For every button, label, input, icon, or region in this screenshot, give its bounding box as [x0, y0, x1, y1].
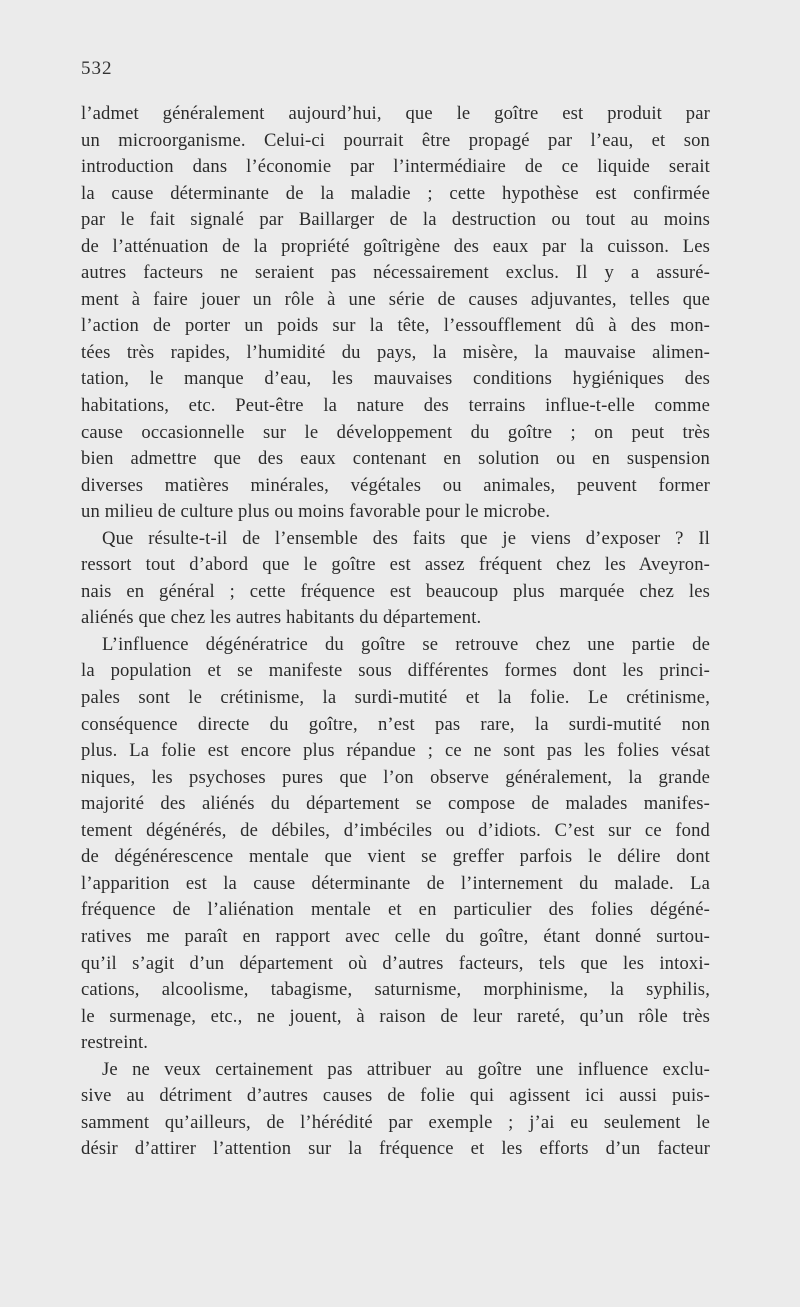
- text-line: L’influence dégénératrice du goître se retrouve chez une partie de: [102, 633, 710, 655]
- text-line: ressort tout d’abord que le goître est assez fréquent chez les Aveyron-: [81, 554, 710, 576]
- text-line: ment à faire jouer un rôle à une série de causes adjuvantes, telles que: [81, 288, 710, 310]
- text-line: samment qu’ailleurs, de l’hérédité par exemple ; j’ai eu seulement le: [81, 1111, 710, 1133]
- text-line: de l’atténuation de la propriété goîtrigène des eaux par la cuisson. Les: [81, 235, 710, 257]
- text-line: niques, les psychoses pures que l’on observe généralement, la grande: [81, 766, 710, 788]
- paragraph-2: [81, 526, 710, 632]
- text-line: un microorganisme. Celui-ci pourrait être propagé par l’eau, et son: [81, 129, 710, 151]
- text-line: aliénés que chez les autres habitants du département.: [81, 607, 482, 629]
- text-line: cations, alcoolisme, tabagisme, saturnisme, morphinisme, la syphilis,: [81, 979, 710, 1001]
- text-line: tation, le manque d’eau, les mauvaises conditions hygiéniques des: [81, 368, 710, 390]
- text-line: Que résulte-t-il de l’ensemble des faits que je viens d’exposer ? Il: [102, 527, 710, 549]
- text-line: bien admettre que des eaux contenant en solution ou en suspension: [81, 448, 710, 470]
- text-line: habitations, etc. Peut-être la nature des terrains influe-t-elle comme: [81, 395, 710, 417]
- paragraph-1: [81, 101, 710, 526]
- text-line: nais en général ; cette fréquence est beaucoup plus marquée chez les: [81, 580, 710, 602]
- text-line: l’action de porter un poids sur la tête, l’essoufflement dû à des mon-: [81, 315, 710, 337]
- paragraph-3: [81, 632, 710, 1057]
- text-line: ratives me paraît en rapport avec celle du goître, étant donné surtou-: [81, 925, 710, 947]
- text-line: tement dégénérés, de débiles, d’imbéciles ou d’idiots. C’est sur ce fond: [81, 819, 710, 841]
- text-line: restreint.: [81, 1032, 149, 1054]
- page-number: 532: [81, 58, 113, 79]
- text-line: pales sont le crétinisme, la surdi-mutité et la folie. Le crétinisme,: [81, 687, 710, 709]
- text-line: la population et se manifeste sous différentes formes dont les princi-: [81, 660, 710, 682]
- paragraph-4: [81, 1057, 710, 1163]
- text-line: diverses matières minérales, végétales ou animales, peuvent former: [81, 474, 710, 496]
- text-line: l’admet généralement aujourd’hui, que le goître est produit par: [81, 103, 710, 124]
- text-line: sive au détriment d’autres causes de folie qui agissent ici aussi puis-: [81, 1085, 710, 1107]
- text-line: l’apparition est la cause déterminante de l’internement du malade. La: [81, 872, 710, 894]
- text-line: de dégénérescence mentale que vient se greffer parfois le délire dont: [81, 846, 710, 868]
- text-line: le surmenage, etc., ne jouent, à raison de leur rareté, qu’un rôle très: [81, 1005, 710, 1027]
- text-line: la cause déterminante de la maladie ; cette hypothèse est confirmée: [81, 182, 710, 204]
- text-line: introduction dans l’économie par l’intermédiaire de ce liquide serait: [81, 156, 710, 178]
- text-line: tées très rapides, l’humidité du pays, la misère, la mauvaise alimen-: [81, 341, 710, 363]
- text-line: Je ne veux certainement pas attribuer au goître une influence exclu-: [102, 1058, 710, 1080]
- text-line: cause occasionnelle sur le développement du goître ; on peut très: [81, 421, 710, 443]
- text-line: un milieu de culture plus ou moins favorable pour le microbe.: [81, 501, 551, 523]
- text-line: majorité des aliénés du département se compose de malades manifes-: [81, 793, 710, 815]
- text-line: plus. La folie est encore plus répandue ; ce ne sont pas les folies vésat: [81, 740, 710, 762]
- text-line: conséquence directe du goître, n’est pas rare, la surdi-mutité non: [81, 713, 710, 735]
- text-line: désir d’attirer l’attention sur la fréquence et les efforts d’un facteur: [81, 1138, 710, 1160]
- text-line: qu’il s’agit d’un département où d’autres facteurs, tels que les intoxi-: [81, 952, 710, 974]
- text-line: autres facteurs ne seraient pas nécessairement exclus. Il y a assuré-: [81, 262, 710, 284]
- text-line: par le fait signalé par Baillarger de la destruction ou tout au moins: [81, 209, 710, 231]
- body-text: [81, 101, 710, 1163]
- text-line: fréquence de l’aliénation mentale et en particulier des folies dégéné-: [81, 899, 710, 921]
